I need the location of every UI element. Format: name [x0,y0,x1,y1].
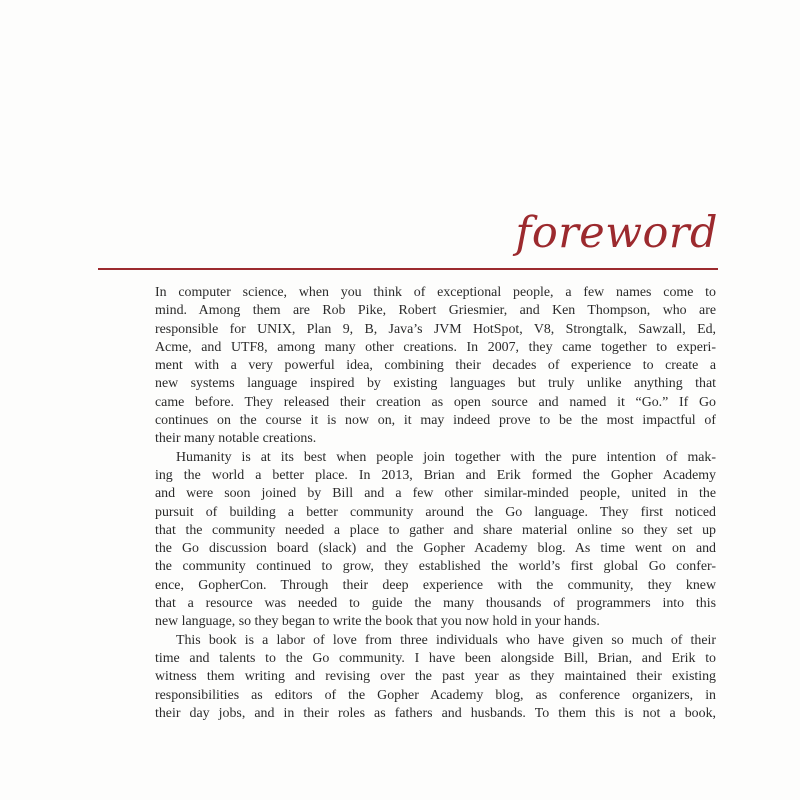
text-line: witness them writing and revising over the past year as they maintained their existing [155,669,716,685]
text-line: their day jobs, and in their roles as fathers and husbands. To them this is not a book, [155,705,716,721]
text-line: ment with a very powerful idea, combining their decades of experience to create a [155,358,716,374]
text-line: mind. Among them are Rob Pike, Robert Griesmier, and Ken Thompson, who are [155,303,716,319]
text-line: pursuit of building a better community around the Go language. They first noticed [155,504,716,520]
chapter-title: foreword [515,208,718,258]
body-text [155,284,716,723]
text-line: responsibilities as editors of the Gopher Academy blog, as conference organizers, in [155,687,716,703]
text-line: Acme, and UTF8, among many other creations. In 2007, they came together to experi- [155,339,716,355]
text-line: This book is a labor of love from three individuals who have given so much of their [176,632,716,648]
text-line: Humanity is at its best when people join together with the pure intention of mak- [176,449,716,465]
text-line: that the community needed a place to gather and share material online so they set up [155,522,716,538]
text-line: continues on the course it is now on, it may indeed prove to be the most impactful of [155,413,716,429]
text-line: the community continued to grow, they established the world’s first global Go confer- [155,559,716,575]
text-line: ing the world a better place. In 2013, Brian and Erik formed the Gopher Academy [155,467,716,483]
text-line: responsible for UNIX, Plan 9, B, Java’s JVM HotSpot, V8, Strongtalk, Sawzall, Ed, [155,321,716,337]
text-line: time and talents to the Go community. I have been alongside Bill, Brian, and Erik to [155,650,716,666]
text-line: came before. They released their creation as open source and named it “Go.” If Go [155,394,716,410]
text-line: their many notable creations. [155,431,317,447]
text-line: new language, so they began to write the book that you now hold in your hands. [155,614,600,630]
paragraph-1 [155,284,716,449]
text-line: and were soon joined by Bill and a few other similar-minded people, united in the [155,486,716,502]
paragraph-3 [155,632,716,723]
text-line: new systems language inspired by existing languages but truly unlike anything that [155,376,716,392]
text-line: In computer science, when you think of exceptional people, a few names come to [155,285,716,300]
paragraph-2 [155,449,716,632]
text-line: that a resource was needed to guide the many thousands of programmers into this [155,596,716,612]
title-rule [98,268,718,270]
text-line: ence, GopherCon. Through their deep experience with the community, they knew [155,577,716,593]
text-line: the Go discussion board (slack) and the Gopher Academy blog. As time went on and [155,541,716,557]
